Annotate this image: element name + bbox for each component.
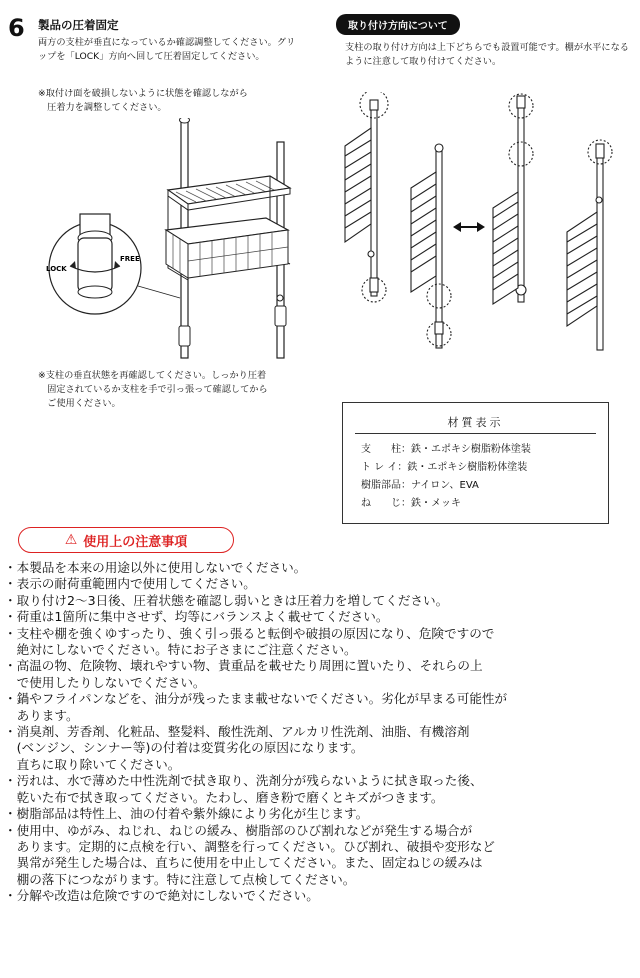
step-number: 6 — [8, 14, 25, 42]
mounting-description: 支柱の取り付け方向は上下どちらでも設置可能です。棚が水平になるように注意して取り付けてください。 — [345, 42, 629, 67]
list-item: ・支柱や棚を強くゆすったり、強く引っ張ると転倒や破損の原因になり、危険ですので 絶対にしないでください。特にお子さまにご注意ください。 — [4, 625, 495, 658]
list-item: ・本製品を本来の用途以外に使用しないでください。 — [4, 560, 307, 575]
materials-title: 材質表示 — [447, 416, 504, 429]
grip-free-label: FREE — [120, 255, 140, 263]
caution-heading: 使用上の注意事項 — [83, 534, 188, 550]
swap-arrow-icon — [453, 222, 485, 232]
shelf-illustration — [40, 118, 310, 363]
step-title: 製品の圧着固定 — [38, 18, 119, 32]
list-item: ・取り付け2〜3日後、圧着状態を確認し弱いときは圧着力を増してください。 — [4, 592, 449, 608]
list-item: ・消臭剤、芳香剤、化粧品、整髪料、酸性洗剤、アルカリ性洗剤、油脂、有機溶剤 (ベンジン、シンナー等)の付着は変質劣化の原因になります。 直ちに取り除いてください。 — [4, 724, 470, 772]
list-item: ・荷重は1箇所に集中させず、均等にバランスよく載せてください。 — [4, 609, 389, 625]
list-item: ・汚れは、水で薄めた中性洗剤で拭き取り、洗剤分が残らないように拭き取った後、 乾いた布で拭き取ってください。たわし、磨き粉で磨くとキズがつきます。 — [4, 773, 483, 805]
materials-divider — [355, 433, 596, 434]
materials-row: 支 柱：鉄・エポキシ樹脂粉体塗装 — [361, 444, 531, 455]
list-item: ・樹脂部品は特性上、油の付着や紫外線により劣化が生じます。 — [4, 806, 369, 822]
materials-row: ト レ イ：鉄・エポキシ樹脂粉体塗装 — [361, 462, 528, 473]
list-item: ・分解や改造は危険ですので絶対にしないでください。 — [4, 888, 319, 904]
warning-triangle-icon: ⚠ — [64, 532, 78, 548]
vertical-check-caption: ※支柱の垂直状態を再確認してください。しっかり圧着 固定されているか支柱を手で引っ張って確認してから ご使用ください。 — [38, 370, 268, 409]
caution-list — [4, 560, 638, 905]
step-note: ※取付け面を破損しないように状態を確認しながら 圧着力を調整してください。 — [38, 88, 248, 113]
caution-heading-badge — [18, 527, 234, 553]
grip-lock-label: LOCK — [46, 265, 67, 273]
materials-row: 樹脂部品：ナイロン、EVA — [361, 480, 479, 491]
list-item: ・鍋やフライパンなどを、油分が残ったまま載せないでください。劣化が早まる可能性が あります。 — [4, 691, 508, 723]
materials-row: ね じ：鉄・メッキ — [361, 498, 461, 509]
mounting-direction-heading: 取り付け方向について — [336, 14, 460, 35]
mounting-direction-illustration — [335, 92, 635, 357]
materials-table — [342, 402, 609, 524]
list-item: ・高温の物、危険物、壊れやすい物、貴重品を載せたり周囲に置いたり、それらの上 で使用したりしないでください。 — [4, 658, 483, 690]
list-item: ・使用中、ゆがみ、ねじれ、ねじの緩み、樹脂部のひび割れなどが発生する場合が あります。定期的に点検を行い、調整を行ってください。ひび割れ、破損や変形など 異常が発生した場合は、直ちに使用を中止してください。また、固定ねじの緩みは 棚の落下につながります。特に注意して点検してください。 — [4, 822, 495, 887]
step-body: 両方の支柱が垂直になっているか確認調整してください。グリップを「LOCK」方向へ回して圧着固定してください。 — [38, 37, 296, 62]
list-item: ・表示の耐荷重範囲内で使用してください。 — [4, 576, 256, 592]
